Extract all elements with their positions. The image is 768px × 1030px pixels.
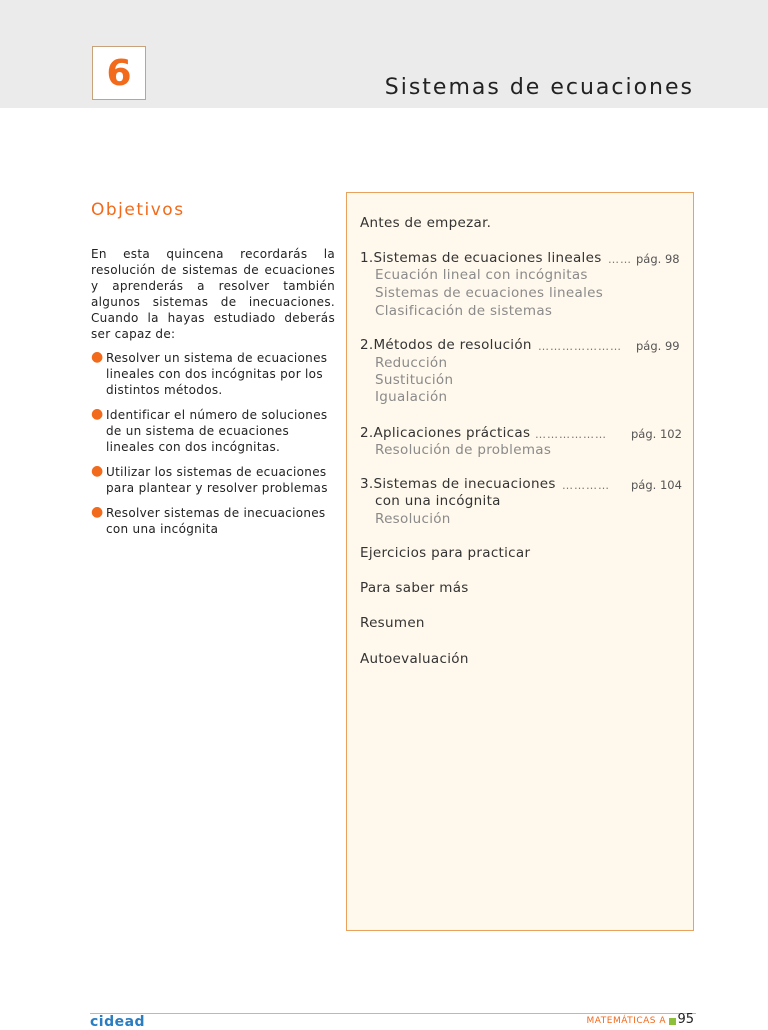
bullet-icon: ● (91, 406, 104, 422)
toc-subitem[interactable]: Sistemas de ecuaciones lineales (375, 285, 604, 301)
toc-intro[interactable]: Antes de empezar. (360, 215, 492, 231)
toc-subitem[interactable]: Clasificación de sistemas (375, 303, 553, 319)
cidead-logo: cidead (90, 1014, 146, 1030)
toc-subitem[interactable]: Sustitución (375, 372, 454, 388)
toc-exercises[interactable]: Ejercicios para practicar (360, 545, 531, 561)
toc-section-1-dots: …… (608, 253, 632, 266)
bullet-icon: ● (91, 504, 104, 520)
toc-section-4-dots: ………… (562, 479, 610, 492)
footer-divider (90, 1013, 696, 1014)
toc-section-1-page: pág. 98 (636, 252, 680, 266)
objective-item: ● Utilizar los sistemas de ecuaciones para plantear y resolver problemas (91, 463, 328, 495)
table-of-contents (346, 192, 694, 931)
page-number: 95 (677, 1012, 694, 1027)
toc-section-2-page: pág. 99 (636, 339, 680, 353)
toc-section-2-title[interactable]: 2.Métodos de resolución (360, 337, 532, 353)
toc-section-4-title[interactable]: 3.Sistemas de inecuaciones (360, 476, 556, 492)
footer-label: MATEMÁTICAS A (586, 1016, 666, 1026)
toc-section-2-dots: ………………… (538, 340, 622, 353)
chapter-title: Sistemas de ecuaciones (384, 75, 694, 100)
toc-section-4-page: pág. 104 (631, 478, 682, 492)
toc-subitem[interactable]: Resolución de problemas (375, 442, 552, 458)
toc-section-3-dots: ……………… (535, 428, 607, 441)
toc-subitem[interactable]: Ecuación lineal con incógnitas (375, 267, 588, 283)
toc-section-1-title[interactable]: 1.Sistemas de ecuaciones lineales (360, 250, 602, 266)
toc-subitem[interactable]: Reducción (375, 355, 448, 371)
objective-item: ● Identificar el número de soluciones de un sistema de ecuaciones lineales con dos incógnitas. (91, 406, 328, 454)
objectives-list (91, 350, 337, 546)
toc-more[interactable]: Para saber más (360, 580, 469, 596)
toc-subitem[interactable]: Igualación (375, 389, 448, 405)
bullet-icon: ● (91, 349, 104, 365)
toc-summary[interactable]: Resumen (360, 615, 425, 631)
objective-item: ● Resolver un sistema de ecuaciones lineales con dos incógnitas por los distintos métodos. (91, 349, 328, 397)
toc-self-evaluation[interactable]: Autoevaluación (360, 651, 469, 667)
objectives-title: Objetivos (91, 200, 185, 220)
toc-section-4-title-line2[interactable]: con una incógnita (375, 493, 501, 509)
toc-subitem[interactable]: Resolución (375, 511, 451, 527)
toc-section-3-page: pág. 102 (631, 427, 682, 441)
toc-section-3-title[interactable]: 2.Aplicaciones prácticas (360, 425, 531, 441)
objective-item: ● Resolver sistemas de inecuaciones con una incógnita (91, 504, 326, 536)
objectives-intro: En esta quincena recordarás la resolución de sistemas de ecuaciones y aprenderás a resolver también algunos sistemas de inecuaciones. Cuando la hayas estudiado deberás ser capaz de: (91, 247, 335, 341)
chapter-number: 6 (92, 46, 146, 100)
bullet-icon: ● (91, 463, 104, 479)
